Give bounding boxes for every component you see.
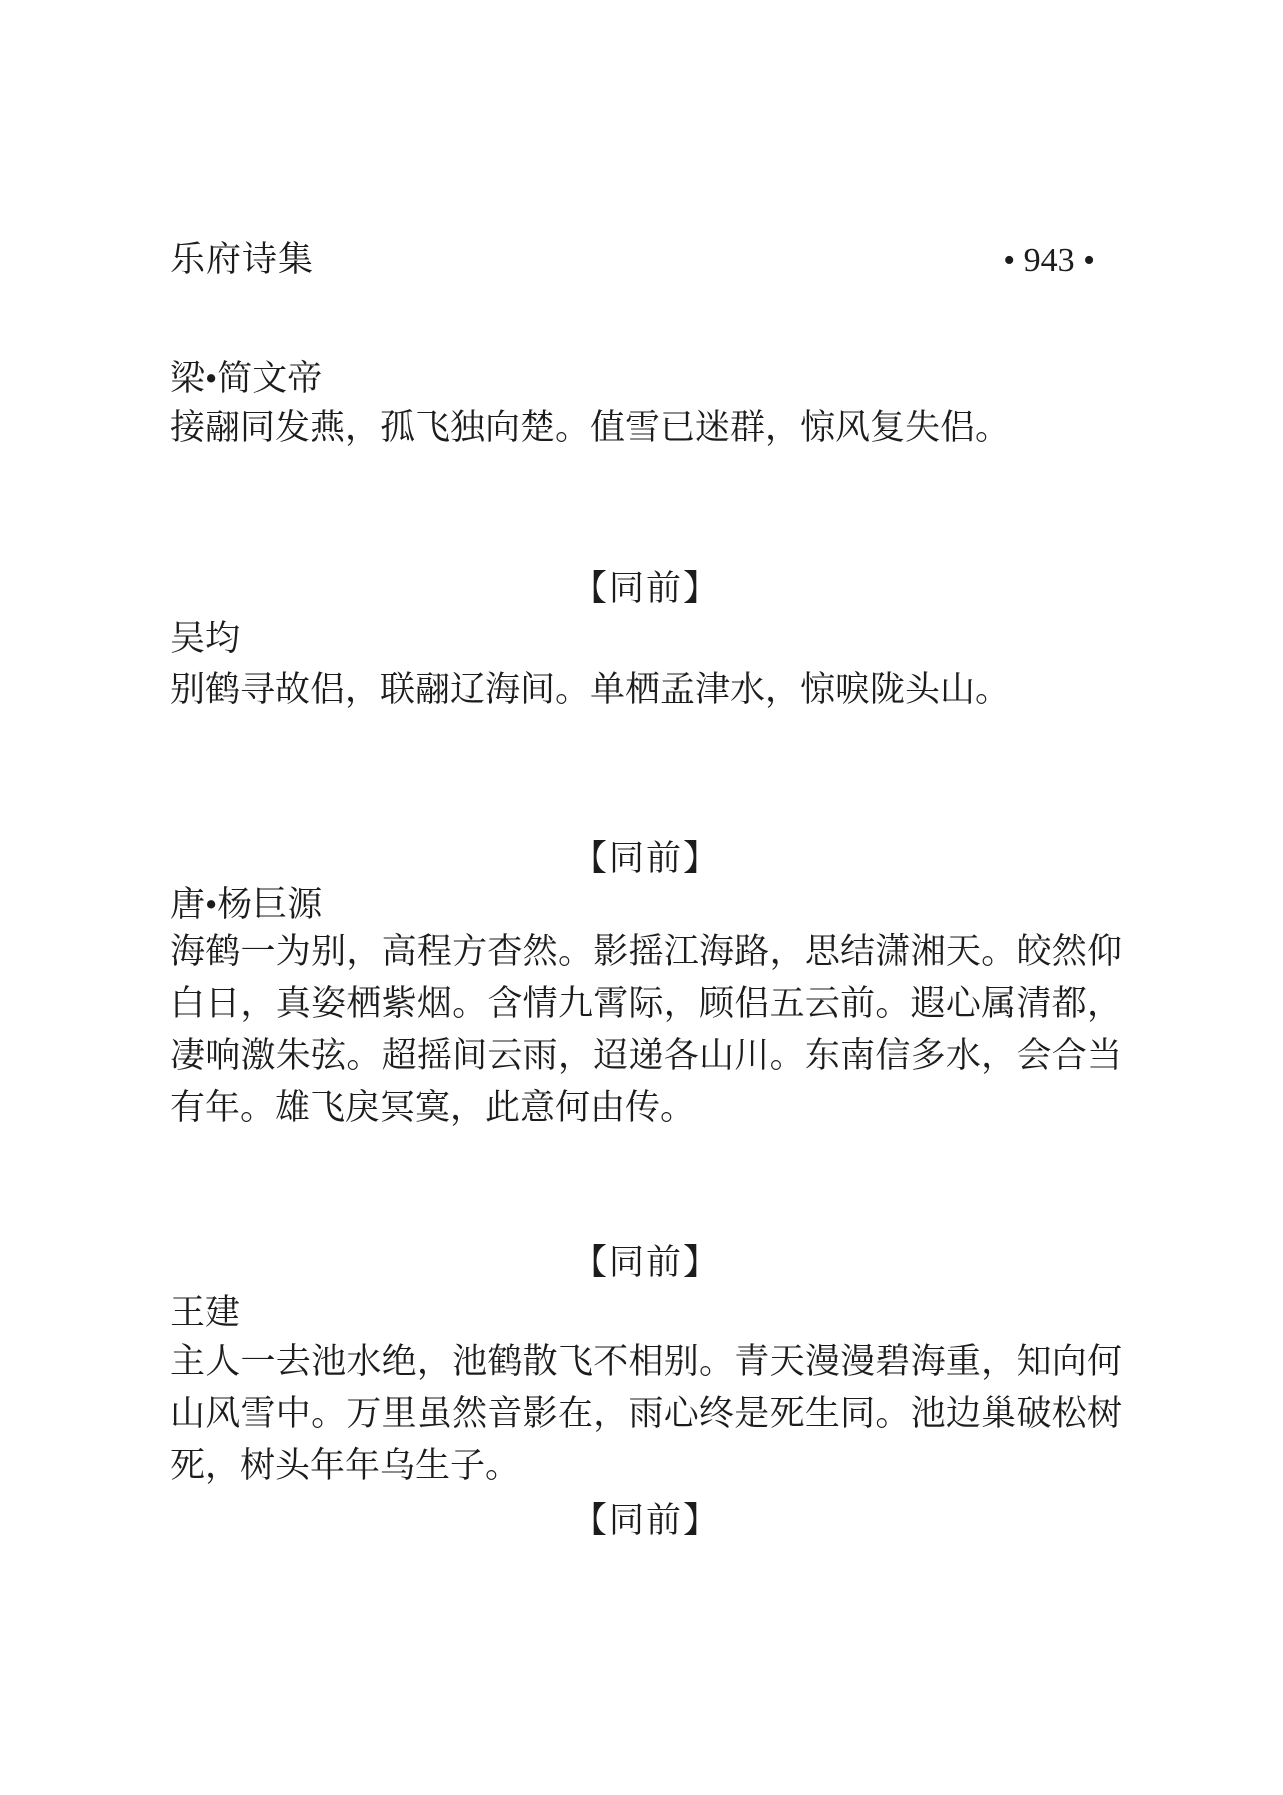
section-marker: 【同前】 bbox=[571, 569, 720, 608]
author-name: 王建 bbox=[170, 1293, 241, 1332]
poem-text: 主人一去池水绝，池鹤散飞不相别。青天漫漫碧海重，知向何山风雪中。万里虽然音影在，雨心终是死生同。池边巢破松树死，树头年年乌生子。 bbox=[170, 1342, 1122, 1485]
section-marker: 【同前】 bbox=[571, 1243, 720, 1282]
page-number: • 943 • bbox=[1003, 242, 1095, 279]
author-name: 吴均 bbox=[170, 619, 241, 658]
poem-text: 接翮同发燕，孤飞独向楚。值雪已迷群，惊风复失侣。 bbox=[170, 408, 1011, 447]
author-name: 梁•简文帝 bbox=[170, 359, 323, 398]
poem-text: 别鹤寻故侣，联翮辽海间。单栖孟津水，惊唳陇头山。 bbox=[170, 670, 1011, 709]
section-marker: 【同前】 bbox=[571, 1501, 720, 1540]
page-header bbox=[170, 238, 1095, 283]
section-marker: 【同前】 bbox=[571, 839, 720, 878]
running-title: 乐府诗集 bbox=[170, 240, 315, 279]
poem-text: 海鹤一为别，高程方杳然。影摇江海路，思结潇湘天。皎然仰白日，真姿栖紫烟。含情九霄际，顾侣五云前。遐心属清都，凄响激朱弦。超摇间云雨，迢递各山川。东南信多水，会合当有年。雄飞戾冥寞，此意何由传。 bbox=[170, 932, 1122, 1127]
author-name: 唐•杨巨源 bbox=[170, 885, 323, 924]
